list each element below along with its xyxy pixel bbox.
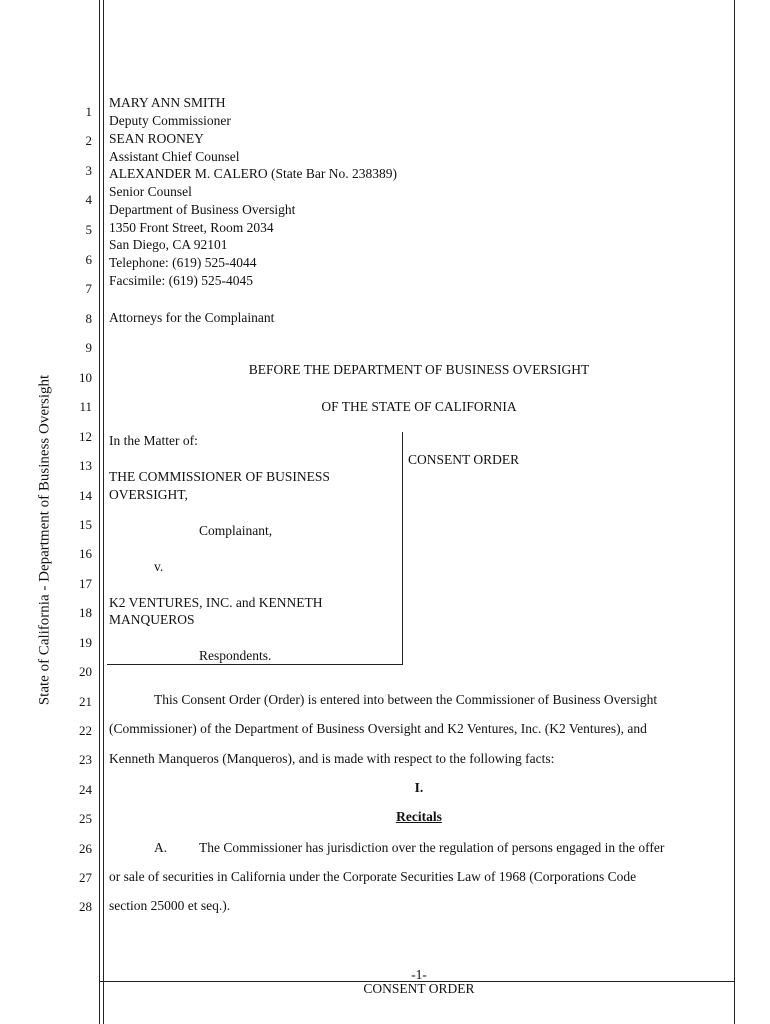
line-number: 14 [79,488,92,503]
body-line: or sale of securities in California under the Corporate Securities Law of 1968 (Corporations Code [109,869,637,884]
attorney-line: Telephone: (619) 525-4044 [109,255,257,270]
line-number: 15 [79,517,92,532]
body-line: Kenneth Manqueros (Manqueros), and is made with respect to the following facts: [109,751,555,766]
line-number: 24 [79,782,92,797]
body-line: The Commissioner has jurisdiction over the regulation of persons engaged in the offer [199,840,665,855]
line-number: 13 [79,458,92,473]
line-number: 20 [79,664,92,679]
line-number: 27 [79,870,92,885]
line-number: 19 [79,635,92,650]
versus-label: v. [154,559,164,574]
line-number: 4 [85,192,92,207]
caption-vertical-rule [402,432,403,665]
attorney-line: San Diego, CA 92101 [109,237,228,252]
attorney-line: Facsimile: (619) 525-4045 [109,273,253,288]
line-number: 23 [79,752,92,767]
line-number: 1 [85,104,92,119]
body-line: This Consent Order (Order) is entered into between the Commissioner of Business Oversight [154,692,658,707]
body-line: (Commissioner) of the Department of Business Oversight and K2 Ventures, Inc. (K2 Ventures), and [109,721,647,736]
section-title: Recitals [396,809,442,824]
in-the-matter: In the Matter of: [109,433,198,448]
respondent-name-line-2: MANQUEROS [109,612,195,627]
body-line: section 25000 et seq.). [109,898,231,913]
line-number: 5 [85,222,92,237]
line-number: 26 [79,841,92,856]
document-title: CONSENT ORDER [408,452,520,467]
section-number: I. [414,780,424,795]
line-number: 9 [85,340,92,355]
attorney-line: Deputy Commissioner [109,113,231,128]
page-number: -1- [411,967,427,982]
attorney-line: Senior Counsel [109,184,192,199]
court-title-line-1: BEFORE THE DEPARTMENT OF BUSINESS OVERSIGHT [248,362,590,377]
complainant-name-line-2: OVERSIGHT, [109,487,188,502]
line-number: 7 [85,281,92,296]
complainant-name-line-1: THE COMMISSIONER OF BUSINESS [109,469,330,484]
line-number: 12 [79,429,92,444]
complainant-label: Complainant, [199,523,273,538]
line-number: 16 [79,546,92,561]
line-number: 18 [79,605,92,620]
sidebar-text: State of California - Department of Business Oversight [36,374,53,706]
attorney-line: ALEXANDER M. CALERO (State Bar No. 238389) [109,166,397,181]
line-number: 6 [85,252,92,267]
right-margin-rule [734,0,735,1024]
attorney-line: SEAN ROONEY [109,131,204,146]
paragraph-label: A. [154,840,168,855]
line-number: 8 [85,311,92,326]
line-number: 21 [79,694,92,709]
line-number: 28 [79,899,92,914]
left-margin-rule-1 [99,0,100,1024]
caption-bottom-rule [107,664,403,665]
attorney-line: Assistant Chief Counsel [109,149,240,164]
attorney-line: MARY ANN SMITH [109,95,226,110]
respondent-name-line-1: K2 VENTURES, INC. and KENNETH [109,595,323,610]
line-number: 25 [79,811,92,826]
attorneys-for: Attorneys for the Complainant [109,310,275,325]
line-number: 3 [85,163,92,178]
left-margin-rule-2 [103,0,104,1024]
line-number: 22 [79,723,92,738]
line-number: 2 [85,133,92,148]
respondents-label: Respondents. [199,648,272,663]
footer-title: CONSENT ORDER [363,981,475,996]
court-title-line-2: OF THE STATE OF CALIFORNIA [321,399,517,414]
line-number: 10 [79,370,92,385]
line-number: 17 [79,576,92,591]
attorney-line: Department of Business Oversight [109,202,296,217]
line-number: 11 [79,399,92,414]
attorney-line: 1350 Front Street, Room 2034 [109,220,274,235]
